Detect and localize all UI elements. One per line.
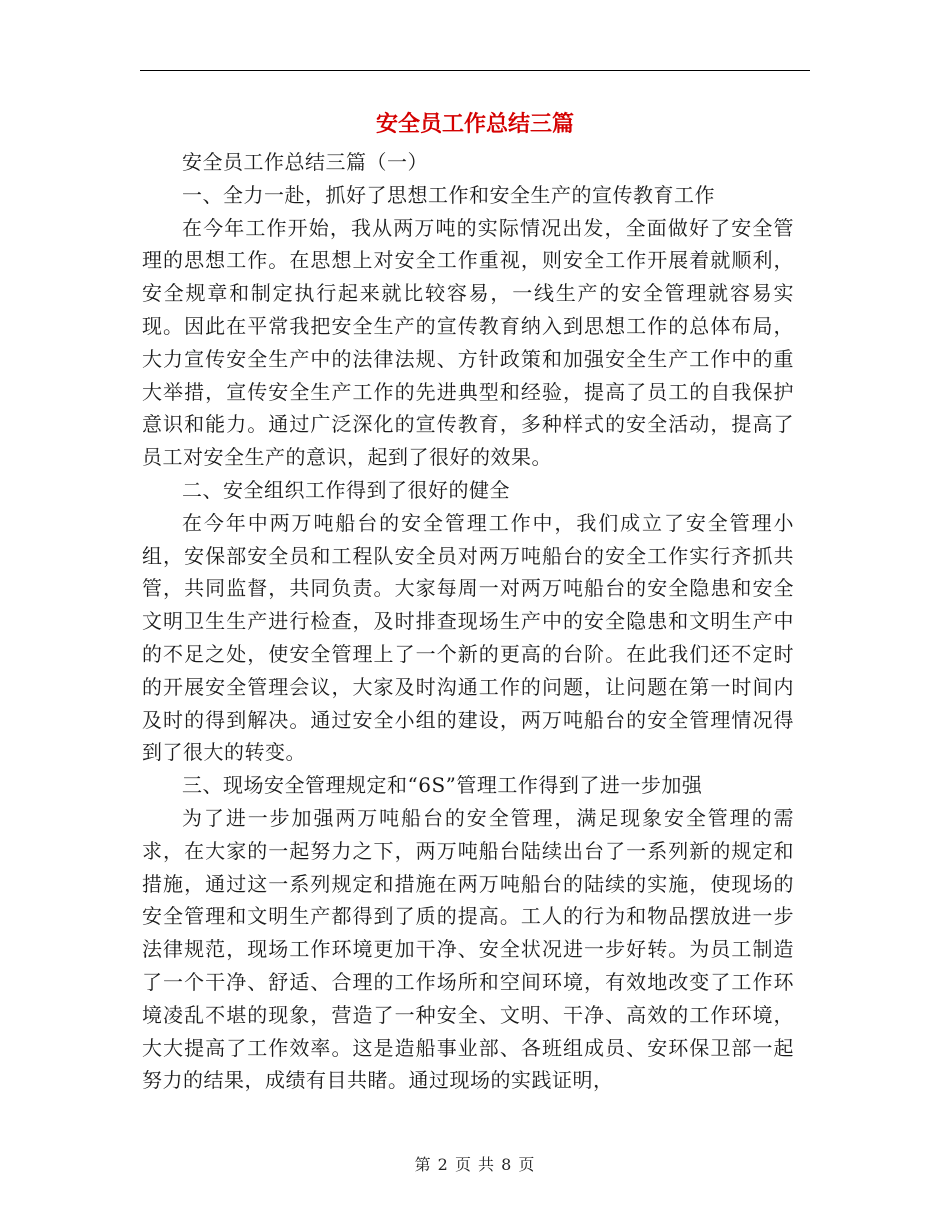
document-body	[142, 146, 794, 1097]
header-rule	[140, 70, 810, 71]
paragraph-heading-1: 一、全力一赴，抓好了思想工作和安全生产的宣传教育工作	[182, 182, 715, 207]
paragraph-heading-3: 三、现场安全管理规定和“6S”管理工作得到了进一步加强	[182, 773, 703, 798]
paragraph-heading-2: 二、安全组织工作得到了很好的健全	[182, 477, 510, 502]
paragraph-body-3: 为了进一步加强两万吨船台的安全管理，满足现象安全管理的需求，在大家的一起努力之下，两万吨船台陆续出台了一系列新的规定和措施，通过这一系列规定和措施在两万吨船台的陆续的实施，使现场的安全管理和文明生产都得到了质的提高。工人的行为和物品摆放进一步法律规范，现场工作环境更加干净、安全状况进一步好转。为员工制造了一个干净、舒适、合理的工作场所和空间环境，有效地改变了工作环境凌乱不堪的现象，营造了一种安全、文明、干净、高效的工作环境，大大提高了工作效率。这是造船事业部、各班组成员、安环保卫部一起努力的结果，成绩有目共睹。通过现场的实践证明，	[142, 805, 794, 1093]
paragraph-body-2: 在今年中两万吨船台的安全管理工作中，我们成立了安全管理小组，安保部安全员和工程队安全员对两万吨船台的安全工作实行齐抓共管，共同监督，共同负责。大家每周一对两万吨船台的安全隐患和安全文明卫生生产进行检查，及时排查现场生产中的安全隐患和文明生产中的不足之处，使安全管理上了一个新的更高的台阶。在此我们还不定时的开展安全管理会议，大家及时沟通工作的问题，让问题在第一时间内及时的得到解决。通过安全小组的建设，两万吨船台的安全管理情况得到了很大的转变。	[142, 510, 794, 765]
paragraph-subtitle: 安全员工作总结三篇（一）	[182, 150, 428, 174]
paragraph-body-1: 在今年工作开始，我从两万吨的实际情况出发，全面做好了安全管理的思想工作。在思想上对安全工作重视，则安全工作开展着就顺利，安全规章和制定执行起来就比较容易，一线生产的安全管理就容易实现。因此在平常我把安全生产的宣传教育纳入到思想工作的总体布局，大力宣传安全生产中的法律法规、方针政策和加强安全生产工作中的重大举措，宣传安全生产工作的先进典型和经验，提高了员工的自我保护意识和能力。通过广泛深化的宣传教育，多种样式的安全活动，提高了员工对安全生产的意识，起到了很好的效果。	[142, 215, 794, 470]
page-number-footer: 第 2 页 共 8 页	[414, 1155, 536, 1174]
document-title: 安全员工作总结三篇	[375, 112, 574, 137]
